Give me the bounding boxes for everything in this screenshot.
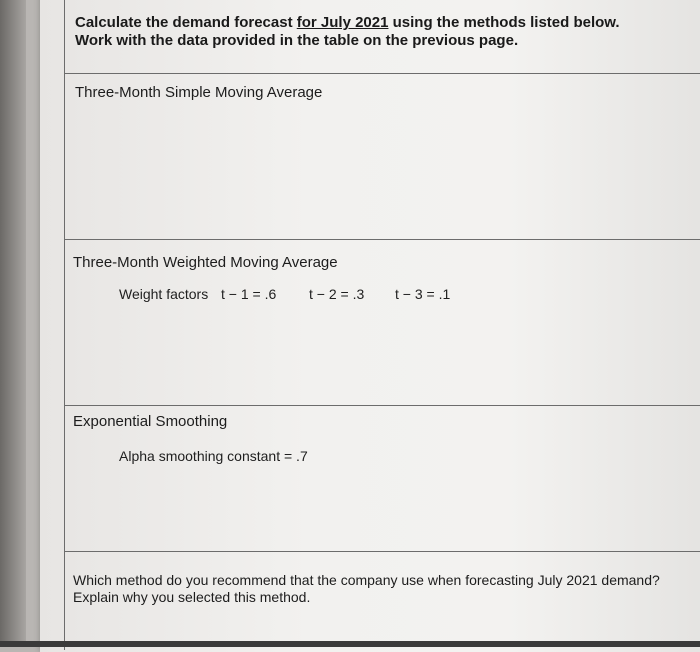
instructions-line1-end: using the methods listed below. (388, 14, 620, 31)
weight-factors-label: Weight factors (119, 286, 209, 302)
weight-t1: t − 1 = .6 (221, 286, 277, 302)
recommendation-section (65, 551, 700, 651)
instructions-line1-start: Calculate the demand forecast (75, 14, 297, 31)
instructions (75, 14, 685, 50)
weighted-moving-average-section (65, 239, 700, 406)
exponential-smoothing-section (65, 405, 700, 552)
photo-shadow-edge (0, 0, 26, 647)
simple-moving-average-section (65, 73, 700, 240)
weighted-moving-average-title: Three-Month Weighted Moving Average (73, 254, 338, 271)
recommendation-question: Which method do you recommend that the company use when forecasting July 2021 demand? Explain why you selected this method. (73, 572, 660, 605)
weight-t3: t − 3 = .1 (395, 286, 451, 302)
instructions-target-month: for July 2021 (296, 14, 389, 31)
instructions-row (65, 0, 700, 73)
worksheet-table (64, 0, 700, 650)
weight-t2: t − 2 = .3 (309, 286, 365, 302)
instructions-line2: Work with the data provided in the table on the previous page. (75, 32, 519, 49)
exponential-smoothing-title: Exponential Smoothing (73, 413, 228, 430)
photo-bottom-edge (0, 641, 700, 647)
alpha-constant: Alpha smoothing constant = .7 (119, 448, 308, 464)
simple-moving-average-title: Three-Month Simple Moving Average (75, 84, 323, 101)
